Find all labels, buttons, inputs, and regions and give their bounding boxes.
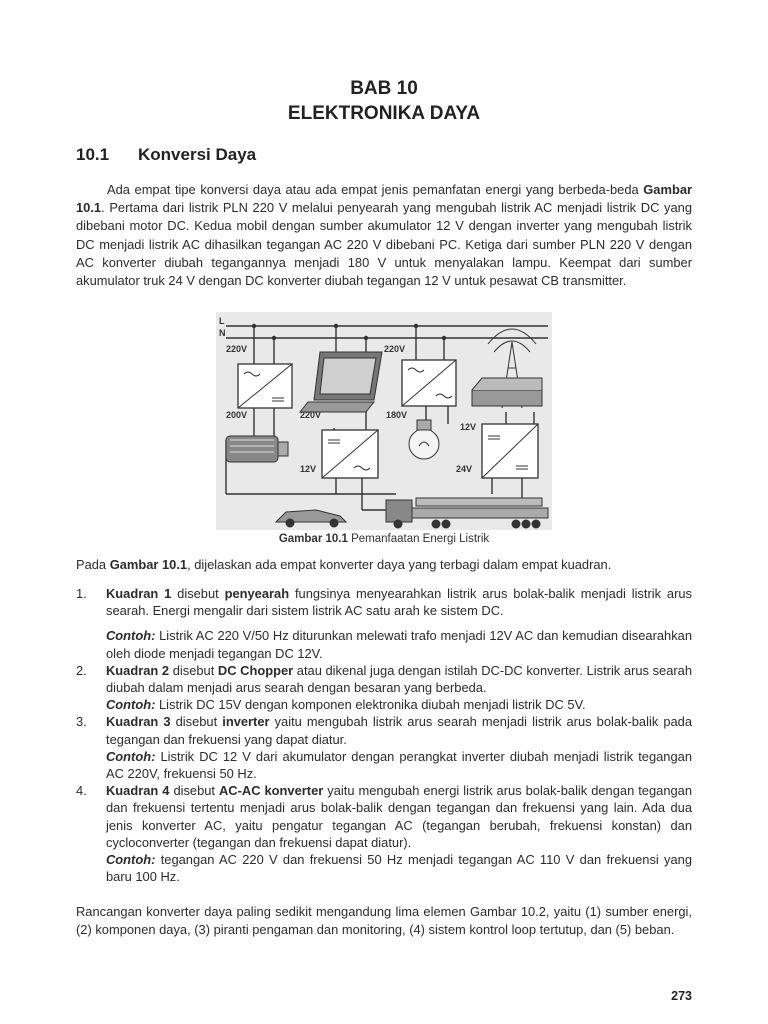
intro-paragraph <box>76 181 692 290</box>
summary-text-1: Pada <box>76 557 110 572</box>
list-item <box>76 662 692 714</box>
chapter-title <box>76 76 692 126</box>
label-12v-radio: 12V <box>460 422 477 432</box>
list-number: 4. <box>76 783 87 799</box>
summary-figure-ref: Gambar 10.1 <box>109 557 188 572</box>
example-text: Listrik DC 15V dengan komponen elektronika diubah menjadi listrik DC 5V. <box>155 697 586 713</box>
label-24v: 24V <box>456 464 473 474</box>
list-text: yaitu mengubah listrik arus searah menjadi listrik arus bolak-balik pada tegangan dan frekuensi yang dapat diatur. <box>106 714 693 747</box>
quadrant-name: Kuadran 3 <box>106 714 171 730</box>
example-label: Contoh: <box>106 697 156 713</box>
list-text: disebut <box>171 586 225 601</box>
label-200v: 200V <box>226 410 248 420</box>
example-label: Contoh: <box>106 628 156 644</box>
quadrant-term: DC Chopper <box>217 662 294 678</box>
quadrant-term: penyearah <box>224 586 290 601</box>
section-title: Konversi Daya <box>138 145 257 164</box>
list-number: 1. <box>76 586 87 601</box>
example-text: Listrik AC 220 V/50 Hz diturunkan melewati trafo menjadi 12V AC dan kemudian disearahkan oleh diode menjadi tegangan DC 12V. <box>106 628 692 661</box>
intro-text-2: . Pertama dari listrik PLN 220 V melalui penyearah yang mengubah listrik AC menjadi listrik DC yang dibebani motor DC. Kedua mobil dengan sumber akumulator 12 V dengan inverter yang mengubah listrik DC menjadi listrik AC dihasilkan tegangan AC 220 V dibebani PC. Ketiga dari sumber PLN 220 V dengan AC konverter diubah tegangannya menjadi 180 V untuk menyalakan lampu. Keempat dari sumber akumulator truk 24 V dengan DC konverter diubah tegangan 12 V untuk pesawat CB transmitter. <box>76 200 692 289</box>
label-L: L <box>219 316 225 326</box>
label-220v-right: 220V <box>384 344 406 354</box>
list-item <box>76 782 692 885</box>
quadrant-name: Kuadran 1 <box>106 586 172 601</box>
quadrant-name: Kuadran 4 <box>106 783 170 799</box>
list-text: atau dikenal juga dengan istilah DC-DC konverter. Listrik arus searah diubah dalam menjadi arus searah dengan besaran yang berbeda. <box>106 662 693 696</box>
list-text: disebut <box>170 714 223 730</box>
caption-number: Gambar 10.1 <box>278 533 348 545</box>
list-item <box>76 713 692 782</box>
quadrant-term: AC-AC konverter <box>219 783 324 799</box>
closing-paragraph: Rancangan konverter daya paling sedikit mengandung lima elemen Gambar 10.2, yaitu (1) sumber energi, (2) komponen daya, (3) piranti pengaman dan monitoring, (4) sistem kontrol loop tertutup, dan (5) beban. <box>76 904 692 938</box>
list-item <box>76 585 692 662</box>
list-number: 3. <box>76 714 87 730</box>
list-text: yaitu mengubah energi listrik arus bolak-balik dengan tegangan dan frekuensi tertentu menjadi arus bolak-balik dengan tegangan dan frekuensi yang lain. Ada dua jenis konverter AC, yaitu pengatur tegangan AC (tegangan berubah, frekuensi konstan) dan cycloconverter (tegangan dan frekuensi dapat diatur). <box>106 783 692 850</box>
energy-conversion-figure <box>216 312 552 530</box>
label-220v-left: 220V <box>226 344 248 354</box>
page-number: 273 <box>671 989 692 1003</box>
example-text: tegangan AC 220 V dan frekuensi 50 Hz menjadi tegangan AC 110 V dan frekuensi yang baru 100 Hz. <box>106 852 692 885</box>
caption-text: Pemanfaatan Energi Listrik <box>347 533 490 545</box>
section-heading <box>76 145 256 165</box>
label-180v: 180V <box>386 410 408 420</box>
section-number: 10.1 <box>76 145 110 164</box>
figure-caption <box>76 533 692 545</box>
chapter-name: ELEKTRONIKA DAYA <box>287 103 481 124</box>
list-number: 2. <box>76 662 87 678</box>
chapter-number: BAB 10 <box>350 78 418 99</box>
example-label: Contoh: <box>106 748 156 764</box>
label-220v-laptop: 220V <box>300 410 322 420</box>
quadrant-name: Kuadran 2 <box>106 662 170 678</box>
intro-figure-ref: Gambar 10.1 <box>76 182 692 216</box>
list-text: disebut <box>169 783 219 799</box>
list-text: disebut <box>169 662 218 678</box>
label-N: N <box>219 328 226 338</box>
book-page <box>76 0 692 1024</box>
example-text: Listrik DC 12 V dari akumulator dengan perangkat inverter diubah menjadi listrik tegangan AC 220V, frekuensi 50 Hz. <box>106 748 692 782</box>
summary-text-2: , dijelaskan ada empat konverter daya yang terbagi dalam empat kuadran. <box>187 557 612 572</box>
label-12v-car: 12V <box>300 464 317 474</box>
intro-text-1: Ada empat tipe konversi daya atau ada empat jenis pemanfatan energi yang berbeda-beda <box>107 182 644 197</box>
quadrant-list <box>76 585 692 885</box>
summary-paragraph <box>76 556 692 574</box>
quadrant-term: inverter <box>222 714 270 730</box>
example-label: Contoh: <box>106 852 156 868</box>
list-text: fungsinya menyearahkan listrik arus bolak-balik menjadi listrik arus searah. Energi mengalir dari sistem listrik AC satu arah ke sistem DC. <box>106 586 692 619</box>
